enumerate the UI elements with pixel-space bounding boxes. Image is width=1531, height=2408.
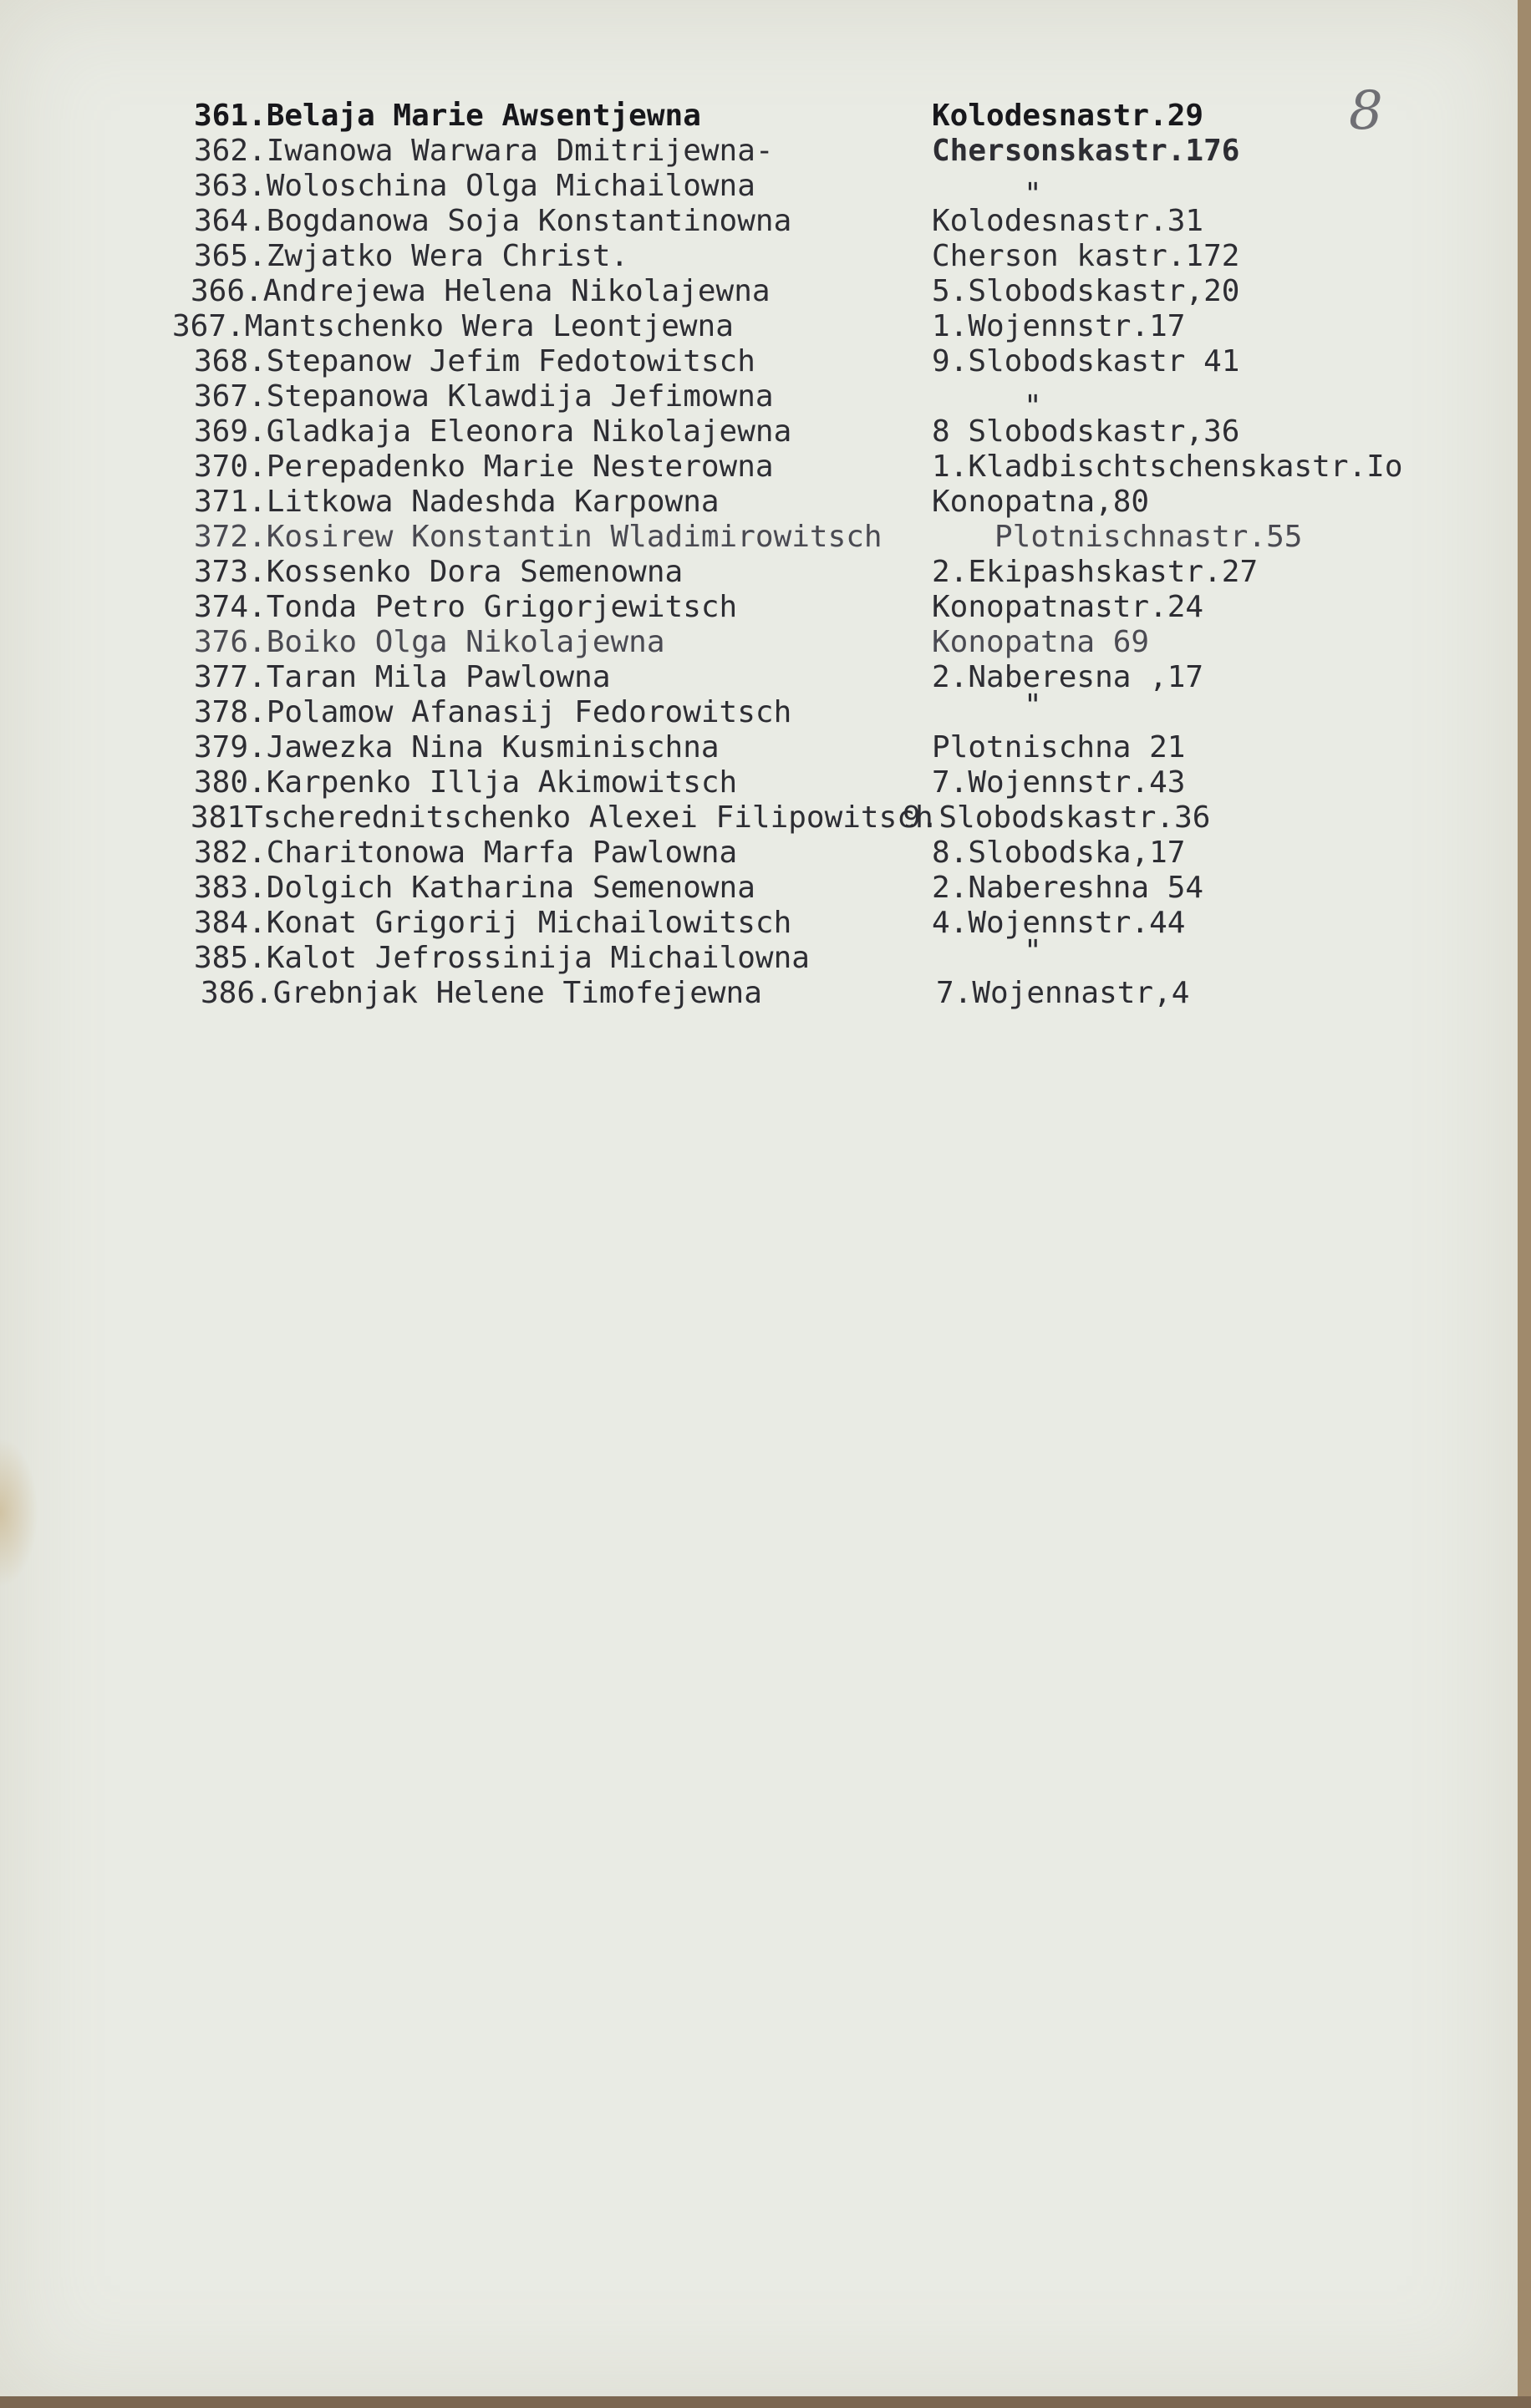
address: 1.Kladbischtschenskastr.Io (932, 450, 1403, 484)
address: 8 Slobodskastr,36 (932, 414, 1240, 449)
list-item (0, 590, 1518, 625)
address: 4.Wojennstr.44 (932, 906, 1186, 940)
person-name: 380.Karpenko Illja Akimowitsch (194, 765, 738, 800)
list-item (0, 730, 1518, 765)
list-item (0, 344, 1518, 379)
person-name: 367.Mantschenko Wera Leontjewna (172, 309, 734, 343)
person-name: 381Tscherednitschenko Alexei Filipowitsch (191, 800, 933, 835)
address: 9.Slobodskastr.36 (903, 800, 1211, 835)
person-name: 362.Iwanowa Warwara Dmitrijewna- (194, 134, 774, 168)
list-item (0, 379, 1518, 424)
person-name: 383.Dolgich Katharina Semenowna (194, 871, 755, 905)
list-item (0, 871, 1518, 906)
list-item (0, 836, 1518, 871)
list-item (0, 906, 1518, 941)
person-name: 379.Jawezka Nina Kusminischna (194, 730, 720, 765)
ditto-mark: " (1024, 934, 1042, 968)
address: Chersonskastr.176 (932, 134, 1240, 168)
address: Konopatna,80 (932, 485, 1150, 519)
list-item (0, 309, 1518, 344)
address: Konopatna 69 (932, 625, 1150, 659)
person-name: 382.Charitonowa Marfa Pawlowna (194, 836, 738, 870)
list-item (0, 688, 1518, 730)
person-name: 363.Woloschina Olga Michailowna (194, 169, 755, 203)
address: Konopatnastr.24 (932, 590, 1204, 624)
list-item (0, 765, 1518, 800)
list-item (0, 274, 1518, 309)
person-name: 361.Belaja Marie Awsentjewna (194, 99, 701, 133)
address: 7.Wojennastr,4 (936, 976, 1190, 1010)
person-name: 372.Kosirew Konstantin Wladimirowitsch (194, 520, 882, 554)
person-name: 385.Kalot Jefrossinija Michailowna (194, 941, 810, 975)
ditto-mark: " (1024, 177, 1042, 211)
person-name: 369.Gladkaja Eleonora Nikolajewna (194, 414, 792, 449)
background-edge (0, 2396, 1531, 2408)
address: Kolodesnastr.29 (932, 99, 1204, 133)
address: Plotnischnastr.55 (994, 520, 1303, 554)
list-item (0, 134, 1518, 169)
address: Plotnischna 21 (932, 730, 1186, 765)
list-item (0, 485, 1518, 520)
list-item (0, 660, 1518, 695)
person-name: 365.Zwjatko Wera Christ. (194, 239, 629, 273)
person-name: 367.Stepanowa Klawdija Jefimowna (194, 379, 774, 414)
address: 2.Nabereshna 54 (932, 871, 1204, 905)
person-name: 373.Kossenko Dora Semenowna (194, 555, 684, 589)
address: 2.Ekipashskastr.27 (932, 555, 1259, 589)
person-name: 374.Tonda Petro Grigorjewitsch (194, 590, 738, 624)
address: 2.Naberesna ,17 (932, 660, 1204, 694)
address: 5.Slobodskastr,20 (932, 274, 1240, 308)
list-item (0, 520, 1518, 555)
list-item (0, 450, 1518, 485)
person-name: 386.Grebnjak Helene Timofejewna (201, 976, 762, 1010)
person-name: 376.Boiko Olga Nikolajewna (194, 625, 665, 659)
list-item (0, 976, 1518, 1011)
person-name: 378.Polamow Afanasij Fedorowitsch (194, 695, 792, 729)
list-item (0, 204, 1518, 239)
page-number: 8 (1349, 80, 1383, 142)
background-edge (1518, 0, 1531, 2396)
address: 1.Wojennstr.17 (932, 309, 1186, 343)
paper-stain (0, 1437, 38, 1588)
person-name: 368.Stepanow Jefim Fedotowitsch (194, 344, 755, 378)
list-item (0, 625, 1518, 660)
ditto-mark: " (1024, 389, 1042, 424)
list-item (0, 934, 1518, 976)
person-name: 371.Litkowa Nadeshda Karpowna (194, 485, 720, 519)
address: 8.Slobodska,17 (932, 836, 1186, 870)
list-item (0, 169, 1518, 211)
address: Kolodesnastr.31 (932, 204, 1204, 238)
name-address-list (0, 0, 1518, 1086)
list-item (0, 239, 1518, 274)
person-name: 364.Bogdanowa Soja Konstantinowna (194, 204, 792, 238)
list-item (0, 800, 1518, 836)
address: 7.Wojennstr.43 (932, 765, 1186, 800)
ditto-mark: " (1024, 688, 1042, 723)
address: 9.Slobodskastr 41 (932, 344, 1240, 378)
person-name: 370.Perepadenko Marie Nesterowna (194, 450, 774, 484)
list-item (0, 555, 1518, 590)
list-item (0, 99, 1518, 134)
person-name: 384.Konat Grigorij Michailowitsch (194, 906, 792, 940)
person-name: 366.Andrejewa Helena Nikolajewna (191, 274, 771, 308)
person-name: 377.Taran Mila Pawlowna (194, 660, 611, 694)
address: Cherson kastr.172 (932, 239, 1240, 273)
list-item (0, 414, 1518, 450)
